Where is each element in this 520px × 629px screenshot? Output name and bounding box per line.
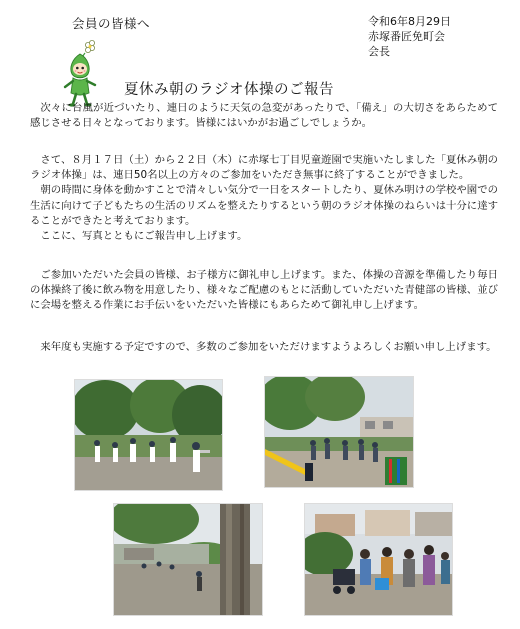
paragraph-4: ここに、写真とともにご報告申し上げます。 [40,230,248,243]
photo-park-exercise-1 [74,379,223,491]
sender-block [368,14,451,59]
document-date: 令和6年8月29日 [368,15,451,28]
photo-park-exercise-3 [113,503,263,616]
paragraph-1: 次々に台風が近づいたり、連日のように天気の急変があったりで、「備え」の大切さをあらためて感じさせる日々となっております。皆様にはいかがお過ごしでしょうか。 [30,102,498,130]
photo-park-exercise-4 [304,503,453,616]
recipient-line: 会員の皆様へ [72,16,151,31]
paragraph-2: さて、８月１７日（土）から２２日（木）に赤塚七丁目児童遊園で実施いたしました「夏休み朝のラジオ体操」は、連日50名以上の方々のご参加をいただき無事に終了することができました。 [30,154,498,182]
photo-park-exercise-2 [264,376,414,488]
mascot-character-icon [58,38,102,108]
paragraph-6: 来年度も実施する予定ですので、多数のご参加をいただけますようよろしくお願い申し上げます。 [40,341,497,353]
page-title: 夏休み朝のラジオ体操のご報告 [124,82,334,98]
paragraph-thanks [30,268,498,314]
sender-organization: 赤塚番匠免町会 [368,30,445,43]
paragraph-report [30,153,498,244]
paragraph-3: 朝の時間に身体を動かすことで清々しい気分で一日をスタートしたり、夏休み明けの学校や園での生活に向けて子どもたちの生活のリズムを整えたりするという朝のラジオ体操のねらいは十分に達することができたと考えております。 [30,184,498,227]
paragraph-closing [30,340,498,355]
paragraph-greeting [30,101,498,131]
paragraph-5: ご参加いただいた会員の皆様、お子様方に御礼申し上げます。また、体操の音源を準備したり毎日の体操終了後に飲み物を用意したり、様々なご配慮のもとに活動していただいた青健部の皆様、並びに会場を整える作業にお手伝いをいただいた皆様にもあらためて御礼申し上げます。 [30,269,498,312]
sender-role: 会長 [368,45,390,58]
